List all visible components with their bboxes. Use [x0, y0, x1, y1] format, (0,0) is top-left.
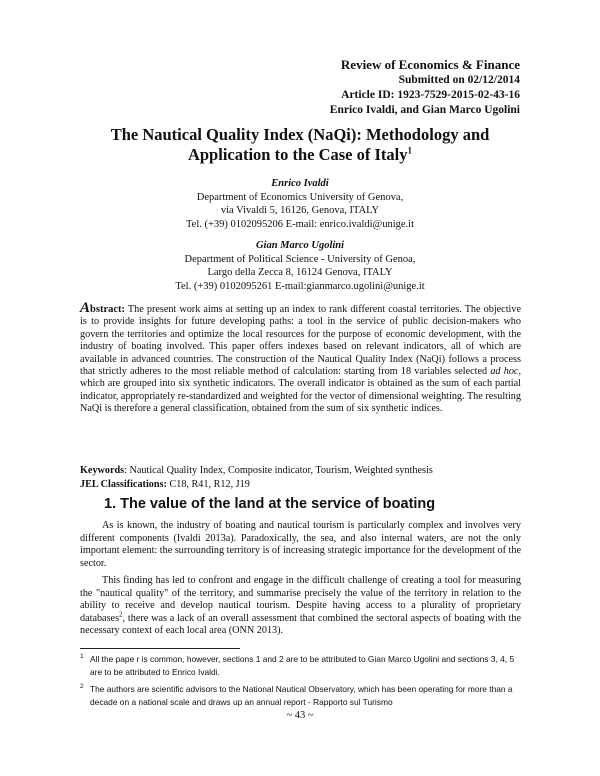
- abstract-label-rest: bstract:: [90, 304, 126, 315]
- paper-title: [80, 125, 520, 165]
- author-name: Enrico Ivaldi: [271, 178, 329, 189]
- section-heading: 1. The value of the land at the service of boating: [104, 496, 436, 512]
- footnote-number: 1: [80, 653, 84, 660]
- author-address: Largo della Zecca 8, 16124 Genova, ITALY: [207, 267, 393, 278]
- title-line-2-text: Application to the Case of Italy: [187, 145, 408, 164]
- para2-text-2: , there was a lack of an overall assessment that combined the sectoral aspects of boating with the necessary context of each local area (ONN 2013).: [80, 612, 521, 636]
- footnote-text: All the pape r is common, however, sections 1 and 2 are to be attributed to Gian Marco Ugolini and sections 3, 4, 5 are to be attributed to Enrico Ivaldi.: [90, 654, 515, 677]
- journal-name: Review of Economics & Finance: [340, 57, 520, 72]
- footnote-2: [80, 683, 525, 709]
- abstract: [80, 302, 521, 416]
- title-line-2: [80, 145, 520, 165]
- footnote-number: 2: [80, 683, 84, 690]
- abstract-label-initial: A: [80, 300, 91, 316]
- keywords: [80, 464, 521, 477]
- author-block-2: [80, 239, 520, 293]
- body-paragraph-1: As is known, the industry of boating and nautical tourism is particularly complex and involves very different components (Ivaldi 2013a). Paradoxically, the sea, and also internal waters, are not the only important element: the surrounding territory is of increasing strategic importance for the development of the sector.: [80, 520, 521, 569]
- author-name: Gian Marco Ugolini: [255, 240, 345, 251]
- running-header: [330, 56, 520, 118]
- title-line-1: The Nautical Quality Index (NaQi): Methodology and: [110, 125, 490, 144]
- article-id: Article ID: 1923-7529-2015-02-43-16: [341, 89, 520, 101]
- abstract-italic: ad hoc: [490, 366, 519, 378]
- page-number: ~ 43 ~: [286, 710, 314, 721]
- jel-classifications: [80, 478, 521, 491]
- abstract-label: [80, 300, 126, 316]
- footnote-text: The authors are scientific advisors to the National Nautical Observatory, which has been operating for more than a decade on a national scale and draws up an annual report - Rapporto sul Turismo: [90, 684, 513, 707]
- author-department: Department of Political Science - University of Genoa,: [184, 253, 416, 265]
- abstract-text-2: , which are grouped into six synthetic indicators. The overall indicator is obtained as the sum of each partial indicator, appropriately re-standardized and weighted for the vector of dimensional weighting. The resulting NaQi is therefore a general classification, obtained from the sum of six synthetic indices.: [80, 366, 521, 415]
- author-address: via Vivaldi 5, 16126, Genova, ITALY: [220, 205, 380, 216]
- footnote-1: [80, 653, 525, 679]
- author-block-1: [80, 177, 520, 231]
- submission-date: Submitted on 02/12/2014: [398, 74, 520, 86]
- footnote-separator: [80, 648, 240, 649]
- author-contact: Tel. (+39) 0102095261 E-mail:gianmarco.ugolini@unige.it: [175, 280, 425, 292]
- header-authors: Enrico Ivaldi, and Gian Marco Ugolini: [329, 104, 520, 116]
- footnote-ref-2: 2: [119, 610, 123, 619]
- abstract-text-1: The present work aims at setting up an index to rank different coastal territories. The objective is to provide insights for future developing paths: a tool in the service of public decision-makers who govern the territories and optimize the local resources for the purpose of economic development, with the industry of boating involved. This paper offers indexes based on relevant indicators, all of which are available in advanced countries. The construction of the Nautical Quality Index (NaQi) follows a process that strictly adheres to the most reliable method of calculation: starting from 18 variables selected: [80, 304, 521, 378]
- jel-value: C18, R41, R12, J19: [166, 479, 250, 490]
- body-paragraph-2: [80, 575, 521, 638]
- author-department: Department of Economics University of Genova,: [196, 191, 404, 203]
- title-footnote-mark: 1: [407, 145, 413, 156]
- author-contact: Tel. (+39) 0102095206 E-mail: enrico.ivaldi@unige.it: [185, 218, 415, 230]
- para2-text-1: This finding has led to confront and engage in the difficult challenge of creating a tool for measuring the "nautical quality" of the territory, and summarise precisely the value of the territory in relation to the ability to receive and develop nautical tourism. Despite having access to a plurality of proprietary databases: [80, 575, 521, 624]
- keywords-value: : Nautical Quality Index, Composite indicator, Tourism, Weighted synthesis: [124, 465, 433, 476]
- jel-label: JEL Classifications:: [80, 479, 167, 490]
- keywords-label: Keywords: [80, 465, 125, 476]
